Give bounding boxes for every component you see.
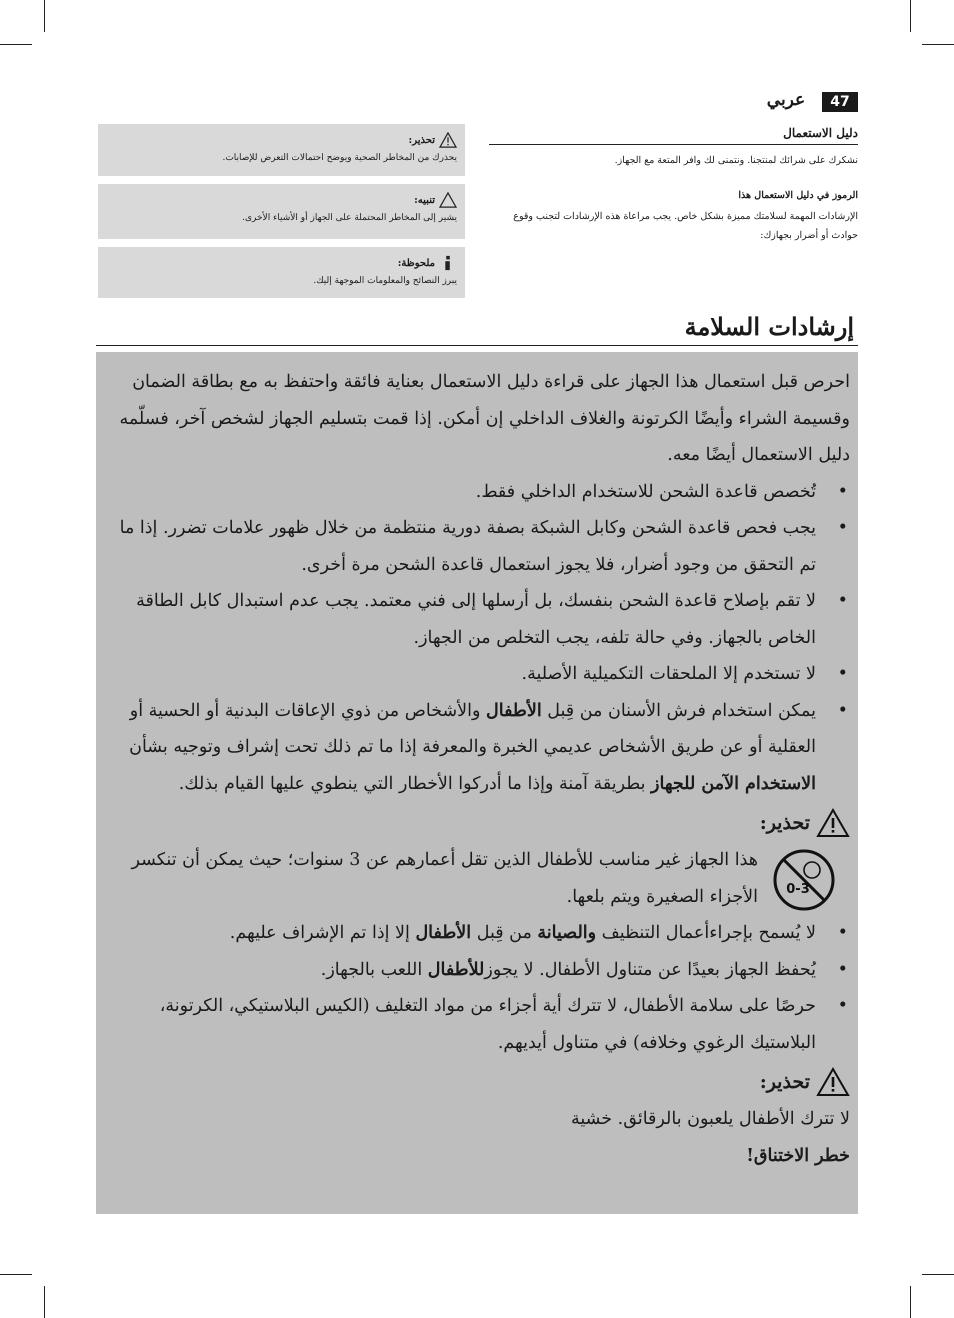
safety-bullets <box>106 474 850 803</box>
emphasis-text: الأطفال <box>486 700 542 721</box>
legend-text: يحذرك من المخاطر الصحية ويوضح احتمالات التعرض للإصابات. <box>222 153 457 163</box>
symbols-heading: الرموز في دليل الاستعمال هذا <box>738 190 858 201</box>
warning-heading-2 <box>106 1063 850 1101</box>
age-label: 0-3 <box>786 882 810 897</box>
symbols-text: الإرشادات المهمة لسلامتك مميزة بشكل خاص. يجب مراعاة هذه الإرشادات لتجنب وقوع حوادث أو أضرار بجهازك: <box>513 211 858 241</box>
emphasis-text: للأطفال <box>427 959 485 980</box>
emphasis-text: الاستخدام الآمن للجهاز <box>651 773 816 794</box>
warning-text-2: لا تترك الأطفال يلعبون بالرقائق. خشية <box>571 1109 850 1129</box>
warning-triangle-icon <box>816 1067 850 1097</box>
warning-triangle-icon <box>816 808 850 838</box>
safety-intro: احرص قبل استعمال هذا الجهاز على قراءة دليل الاستعمال بعناية فائقة واحتفظ به مع بطاقة الضمان وقسيمة الشراء وأيضًا الكرتونة والغلاف الداخلي إن أمكن. إذا قمت بتسليم الجهاز لشخص آخر، فسلّمه دليل الاستعمال أيضًا معه. <box>119 372 850 465</box>
emphasis-text: الأطفال <box>415 923 472 943</box>
info-icon <box>439 255 457 271</box>
age-restriction-icon <box>772 848 836 912</box>
bullet-text: لا تقم بإصلاح قاعدة الشحن بنفسك، بل أرسلها إلى فني معتمد. يجب عدم استبدال كابل الطاقة الخاص بالجهاز. وفي حالة تلفه، يجب التخلص من الجهاز. <box>136 591 816 648</box>
safety-bullet-item <box>106 583 816 656</box>
safety-bullet-item <box>106 988 816 1061</box>
bullet-text: لا تستخدم إلا الملحقات التكميلية الأصلية. <box>521 664 816 684</box>
safety-bullet-item <box>106 693 816 803</box>
legend-note <box>98 247 465 298</box>
warning-label: تحذير: <box>759 811 810 834</box>
crop-mark <box>922 44 954 45</box>
safety-bullet-item <box>106 510 816 583</box>
bullet-text: يمكن استخدام فرش الأسنان من قِبل <box>541 700 816 721</box>
legend-text: يشير إلى المخاطر المحتملة على الجهاز أو الأشياء الأخرى. <box>242 213 457 223</box>
bullet-text: من قِبل <box>471 923 538 943</box>
language-label: عربي <box>766 90 806 110</box>
legend-label: ملحوظة: <box>397 257 435 269</box>
safety-bullet-item <box>106 474 816 511</box>
bullet-text: لا يُسمح بإجراء <box>709 923 816 943</box>
legend-text: يبرز النصائح والمعلومات الموجهة إليك. <box>313 276 457 286</box>
crop-mark <box>44 0 45 32</box>
legend-label: تنبيه: <box>414 194 435 206</box>
caution-triangle-icon <box>439 192 457 208</box>
bullet-text: تُخصص قاعدة الشحن للاستخدام الداخلي فقط. <box>475 481 816 502</box>
bullet-text: حرصًا على سلامة الأطفال، لا تترك أية أجزاء من مواد التغليف (الكيس البلاستيكي، الكرتونة، البلاستيك الرغوي وخلافه) في متناول أيديهم. <box>159 996 816 1053</box>
crop-mark <box>0 1274 32 1275</box>
child-warning <box>106 842 850 915</box>
emphasis-text: والصيانة <box>537 923 597 943</box>
crop-mark <box>910 1286 911 1318</box>
safety-bullets-2 <box>106 915 850 1061</box>
safety-bullet-item <box>106 952 816 989</box>
bullet-text: يُحفظ الجهاز بعيدًا عن متناول الأطفال. لا يجوز <box>484 959 816 980</box>
warning-text: هذا الجهاز غير مناسب للأطفال الذين تقل أعمارهم عن 3 سنوات؛ حيث يمكن أن تنكسر الأجزاء الصغيرة ويتم بلعها. <box>131 850 758 907</box>
bullet-text: أعمال التنظيف <box>596 923 710 943</box>
bullet-text: والأشخاص من ذوي الإعاقات البدنية أو الحسية أو العقلية أو عن طريق الأشخاص عديمي الخبرة والمعرفة إذا ما تم ذلك تحت إشراف وتوجيه بشأن <box>129 700 816 757</box>
page-number: 47 <box>822 92 858 112</box>
legend-warning <box>98 124 465 176</box>
safety-bullet-item <box>106 656 816 693</box>
warning-heading <box>106 804 850 842</box>
warning-label: تحذير: <box>759 1070 810 1093</box>
safety-title: إرشادات السلامة <box>96 312 858 346</box>
crop-mark <box>910 0 911 32</box>
guide-title: دليل الاستعمال <box>489 126 858 145</box>
crop-mark <box>922 1274 954 1275</box>
guide-intro: نشكرك على شرائك لمنتجنا. ونتمنى لك وافر المتعة مع الجهاز. <box>614 155 858 166</box>
safety-bullet-item <box>106 915 816 952</box>
bullet-text: اللعب بالجهاز. <box>320 959 428 980</box>
bullet-text: إلا إذا تم الإشراف عليهم. <box>229 923 416 943</box>
bullet-text: بطريقة آمنة وإذا ما أدركوا الأخطار التي ينطوي عليها القيام بذلك. <box>178 773 652 794</box>
legend-label: تحذير: <box>408 134 435 146</box>
suffocation-warning: خطر الاختناق! <box>746 1145 850 1166</box>
crop-mark <box>0 44 32 45</box>
legend-caution <box>98 184 465 239</box>
warning-triangle-icon <box>439 132 457 148</box>
bullet-text: يجب فحص قاعدة الشحن وكابل الشبكة بصفة دورية منتظمة من خلال ظهور علامات تضرر. إذا ما تم التحقق من وجود أضرار، فلا يجوز استعمال قاعدة الشحن مرة أخرى. <box>119 518 816 575</box>
usage-guide <box>489 126 858 245</box>
safety-panel <box>96 352 858 1214</box>
crop-mark <box>44 1286 45 1318</box>
